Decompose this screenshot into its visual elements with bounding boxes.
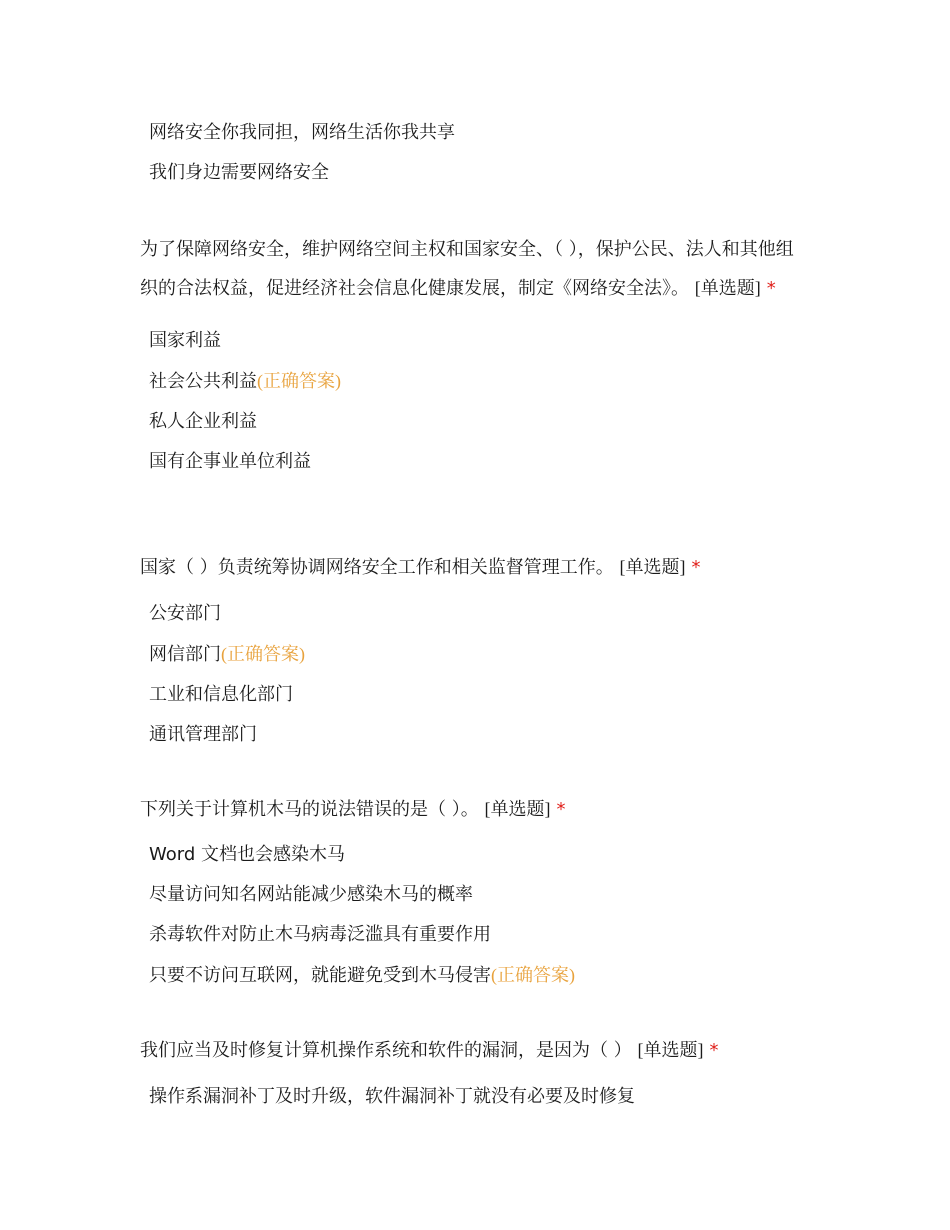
question-stem: 国家（ ）负责统筹协调网络安全工作和相关监督管理工作。: [140, 557, 614, 578]
question-type-tag: [单选题]: [637, 1040, 704, 1060]
question-stem: 我们应当及时修复计算机操作系统和软件的漏洞，是因为（ ）: [140, 1040, 632, 1061]
question-type-tag: [单选题]: [694, 278, 761, 298]
option: 国家利益: [149, 330, 221, 351]
question-card: [140, 1031, 810, 1117]
option: 通讯管理部门: [149, 724, 257, 745]
correct-answer-tag: (正确答案): [491, 965, 575, 985]
option: 我们身边需要网络安全: [149, 162, 329, 183]
option: 国有企事业单位利益: [149, 451, 311, 472]
required-mark: *: [766, 278, 776, 299]
previous-question-options: [140, 113, 810, 193]
option: 尽量访问知名网站能减少感染木马的概率: [149, 884, 473, 905]
option-correct: 网信部门(正确答案): [149, 644, 305, 665]
option: 工业和信息化部门: [149, 684, 293, 705]
required-mark: *: [691, 557, 701, 578]
question-type-tag: [单选题]: [484, 799, 551, 819]
option: 私人企业利益: [149, 411, 257, 432]
question-card: [140, 790, 810, 996]
required-mark: *: [556, 799, 566, 820]
option: 操作系漏洞补丁及时升级，软件漏洞补丁就没有必要及时修复: [149, 1086, 635, 1107]
option-correct: 社会公共利益(正确答案): [149, 371, 341, 392]
question-card: [140, 548, 810, 755]
required-mark: *: [709, 1040, 719, 1061]
question-type-tag: [单选题]: [619, 557, 686, 577]
question-stem: 为了保障网络安全，维护网络空间主权和国家安全、（ ），保护公民、法人和其他组织的合法权益，促进经济社会信息化健康发展，制定《网络安全法》。: [140, 239, 794, 299]
option: 杀毒软件对防止木马病毒泛滥具有重要作用: [149, 924, 491, 945]
option-correct: 只要不访问互联网，就能避免受到木马侵害(正确答案): [149, 965, 575, 986]
correct-answer-tag: (正确答案): [221, 644, 305, 664]
correct-answer-tag: (正确答案): [257, 371, 341, 391]
question-text: [140, 1031, 810, 1070]
question-text: [140, 231, 810, 308]
question-text: [140, 548, 810, 587]
question-stem: 下列关于计算机木马的说法错误的是（ ）。: [140, 799, 479, 820]
question-card: [140, 231, 810, 482]
option: 网络安全你我同担，网络生活你我共享: [149, 122, 455, 143]
question-text: [140, 790, 810, 829]
option: Word 文档也会感染木马: [149, 844, 345, 865]
option: 公安部门: [149, 603, 221, 624]
